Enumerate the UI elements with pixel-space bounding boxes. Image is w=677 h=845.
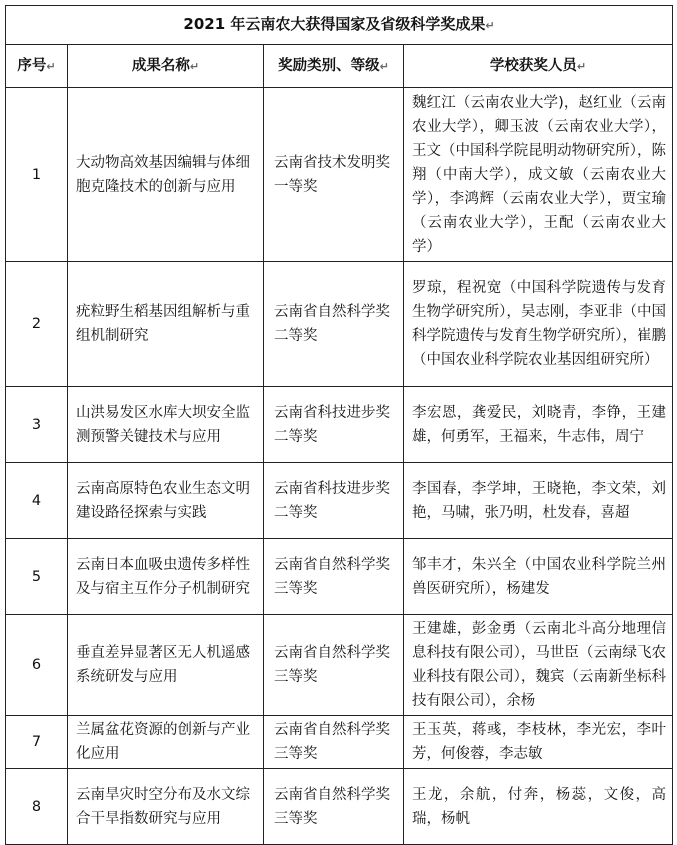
paragraph-mark: ↵ <box>576 59 587 73</box>
header-row <box>6 45 673 88</box>
paragraph-mark: ↵ <box>46 59 56 73</box>
achievement-name: 云南高原特色农业生态文明建设路径探索与实践 <box>68 463 264 539</box>
row-number: 1 <box>6 88 68 262</box>
award-winners: 李宏恩，龚爱民，刘晓青，李铮，王建雄，何勇军，王福来，牛志伟，周宁 <box>404 387 673 463</box>
title-row <box>6 6 673 45</box>
row-number: 6 <box>6 615 68 716</box>
awards-table <box>5 5 673 845</box>
table-row <box>6 387 673 463</box>
header-people <box>404 45 673 88</box>
row-number: 8 <box>6 769 68 845</box>
award-category: 云南省技术发明奖一等奖 <box>264 88 404 262</box>
achievement-name: 大动物高效基因编辑与体细胞克隆技术的创新与应用 <box>68 88 264 262</box>
header-no <box>6 45 68 88</box>
award-category: 云南省自然科学奖三等奖 <box>264 716 404 769</box>
row-number: 5 <box>6 539 68 615</box>
header-name-text: 成果名称 <box>131 57 190 74</box>
header-no-text: 序号 <box>17 57 47 74</box>
row-number: 7 <box>6 716 68 769</box>
row-number: 4 <box>6 463 68 539</box>
table-row <box>6 539 673 615</box>
award-category: 云南省自然科学奖三等奖 <box>264 615 404 716</box>
achievement-name: 山洪易发区水库大坝安全监测预警关键技术与应用 <box>68 387 264 463</box>
award-winners: 王玉英，蒋彧，李枝林，李光宏，李叶芳，何俊蓉，李志敏 <box>404 716 673 769</box>
table-title-text: 2021 年云南农大获得国家及省级科学奖成果 <box>183 15 486 33</box>
award-winners: 罗琼，程祝宽（中国科学院遗传与发育生物学研究所），吴志刚，李亚非（中国科学院遗传与发育生物学研究所），崔鹏（中国农业科学院农业基因组研究所） <box>404 262 673 387</box>
row-number: 3 <box>6 387 68 463</box>
award-winners: 魏红江（云南农业大学)，赵红业（云南农业大学），卿玉波（云南农业大学），王文（中国科学院昆明动物研究所），陈翔（中南大学），成文敏（云南农业大学），李鸿辉（云南农业大学），贾宝瑜（云南农业大学），王配（云南农业大学） <box>404 88 673 262</box>
award-category: 云南省自然科学奖二等奖 <box>264 262 404 387</box>
award-category: 云南省科技进步奖二等奖 <box>264 387 404 463</box>
header-award <box>264 45 404 88</box>
award-winners: 李国春，李学坤，王晓艳，李文荣，刘艳，马啸，张乃明，杜发春，喜超 <box>404 463 673 539</box>
award-winners: 邹丰才，朱兴全（中国农业科学院兰州兽医研究所），杨建发 <box>404 539 673 615</box>
award-winners: 王龙，余航，付奔，杨蕊，文俊，高瑞，杨帆 <box>404 769 673 845</box>
table-row <box>6 262 673 387</box>
award-category: 云南省科技进步奖二等奖 <box>264 463 404 539</box>
table-row <box>6 88 673 262</box>
header-award-text: 奖励类别、等级 <box>278 57 380 74</box>
award-category: 云南省自然科学奖三等奖 <box>264 539 404 615</box>
paragraph-mark: ↵ <box>189 59 200 73</box>
award-category: 云南省自然科学奖三等奖 <box>264 769 404 845</box>
table-title <box>6 6 673 45</box>
achievement-name: 云南日本血吸虫遗传多样性及与宿主互作分子机制研究 <box>68 539 264 615</box>
table-row <box>6 615 673 716</box>
achievement-name: 疣粒野生稻基因组解析与重组机制研究 <box>68 262 264 387</box>
table-row <box>6 716 673 769</box>
paragraph-mark: ↵ <box>379 59 389 73</box>
awards-table-container <box>5 5 672 838</box>
row-number: 2 <box>6 262 68 387</box>
award-winners: 王建雄，彭金勇（云南北斗高分地理信息科技有限公司），马世臣（云南绿飞农业科技有限公司），魏宾（云南新坐标科技有限公司），余杨 <box>404 615 673 716</box>
achievement-name: 垂直差异显著区无人机遥感系统研发与应用 <box>68 615 264 716</box>
header-people-text: 学校获奖人员 <box>489 57 577 74</box>
achievement-name: 兰属盆花资源的创新与产业化应用 <box>68 716 264 769</box>
table-row <box>6 463 673 539</box>
achievement-name: 云南旱灾时空分布及水文综合干旱指数研究与应用 <box>68 769 264 845</box>
table-row <box>6 769 673 845</box>
header-name <box>68 45 264 88</box>
paragraph-mark: ↵ <box>485 19 495 32</box>
